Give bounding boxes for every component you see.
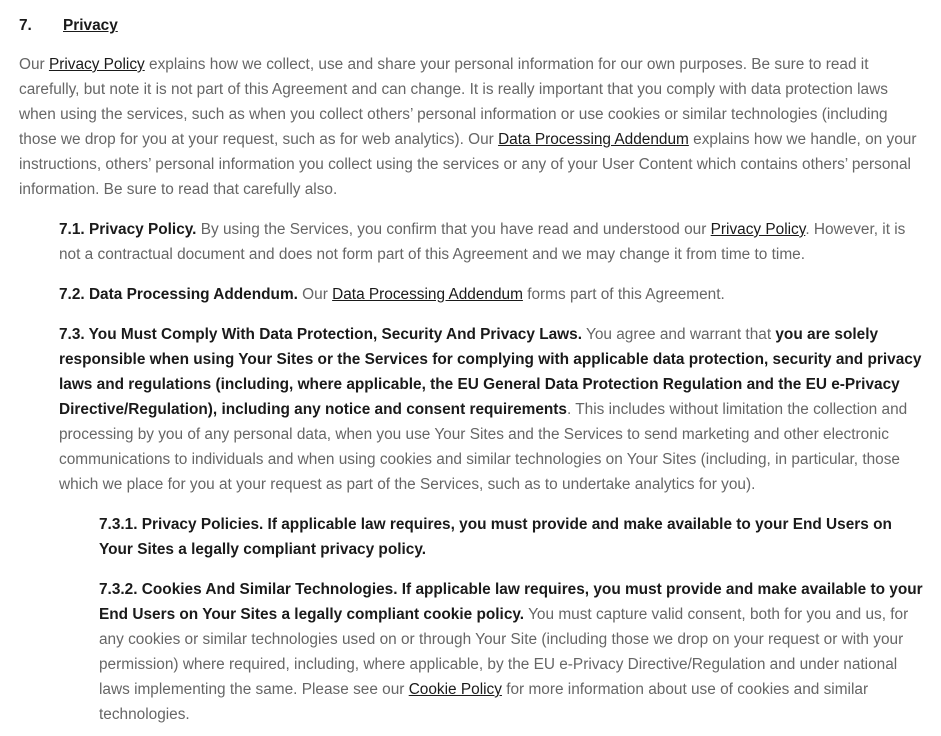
data-processing-addendum-link[interactable]: Data Processing Addendum <box>498 131 689 148</box>
cookie-policy-link[interactable]: Cookie Policy <box>408 681 502 698</box>
clause-7-3-text-2: . This includes without limitation the collection and processing by you of any personal data, when you use Your Sites and the Services to send marketing and other electronic communications to individuals and when using cookies and similar technologies on Your Sites (including, in particular, those which we place for you at your request as part of the Services, such as to undertake analytics for you). <box>59 401 908 493</box>
section-title: Privacy <box>63 17 118 34</box>
clause-7-2-text-1: Our <box>297 286 333 303</box>
clause-7-3 <box>19 322 925 497</box>
clause-7-3-1-heading: 7.3.1. Privacy Policies. If applicable law requires, you must provide and make available to your End Users on Your Sites a legally compliant privacy policy. <box>99 516 892 558</box>
clause-7-3-heading: 7.3. You Must Comply With Data Protection, Security And Privacy Laws. <box>59 326 582 343</box>
clause-7-3-2-text-2: for more information about use of cookies and similar technologies. <box>99 681 869 723</box>
privacy-policy-link[interactable]: Privacy Policy <box>48 56 145 73</box>
clause-7-2-heading: 7.2. Data Processing Addendum. <box>59 286 298 303</box>
clause-7-1-heading: 7.1. Privacy Policy. <box>59 221 197 238</box>
clause-7-2-text-2: forms part of this Agreement. <box>522 286 725 303</box>
clause-7-1-text-2: . However, it is not a contractual document and does not form part of this Agreement and we may change it from time to time. <box>59 221 906 263</box>
clause-7-3-2-heading: 7.3.2. Cookies And Similar Technologies. If applicable law requires, you must provide and make available to your End Users on Your Sites a legally compliant cookie policy. <box>99 581 923 623</box>
clause-7-3-2 <box>19 577 925 727</box>
section-heading <box>19 13 925 38</box>
clause-7-1-privacy-policy-link[interactable]: Privacy Policy <box>710 221 806 238</box>
intro-text-3: explains how we handle, on your instructions, others’ personal information you collect using the services or any of your User Content which contains others’ personal information. Be sure to read that carefully also. <box>19 131 917 198</box>
clause-7-3-text-1: You agree and warrant that <box>581 326 776 343</box>
clause-7-3-bold-text: you are solely responsible when using Your Sites or the Services for complying with applicable data protection, security and privacy laws and regulations (including, where applicable, the EU General Data Protection Regulation and the EU e-Privacy Directive/Regulation), including any notice and consent requirements <box>59 326 922 418</box>
clause-7-3-2-text-1: You must capture valid consent, both for you and us, for any cookies or similar technologies used on or through Your Site (including those we drop on your request or with your permission) where required, including, where applicable, by the EU e-Privacy Directive/Regulation and under national laws implementing the same. Please see our <box>99 606 909 698</box>
clause-7-1 <box>19 217 925 267</box>
intro-text-1: Our <box>19 56 49 73</box>
clause-7-2 <box>19 282 925 307</box>
intro-paragraph <box>19 52 925 202</box>
clause-7-2-dpa-link[interactable]: Data Processing Addendum <box>332 286 523 303</box>
section-number: 7. <box>19 17 32 34</box>
clause-7-3-1 <box>19 512 925 562</box>
intro-text-2: explains how we collect, use and share your personal information for our own purposes. Be sure to read it carefully, but note it is not part of this Agreement and can change. It is really important that you comply with data protection laws when using the services, such as when you collect others’ personal information or use cookies or similar technologies (including those we drop for you at your request, such as for web analytics). Our <box>19 56 888 148</box>
clause-7-1-text-1: By using the Services, you confirm that you have read and understood our <box>196 221 711 238</box>
